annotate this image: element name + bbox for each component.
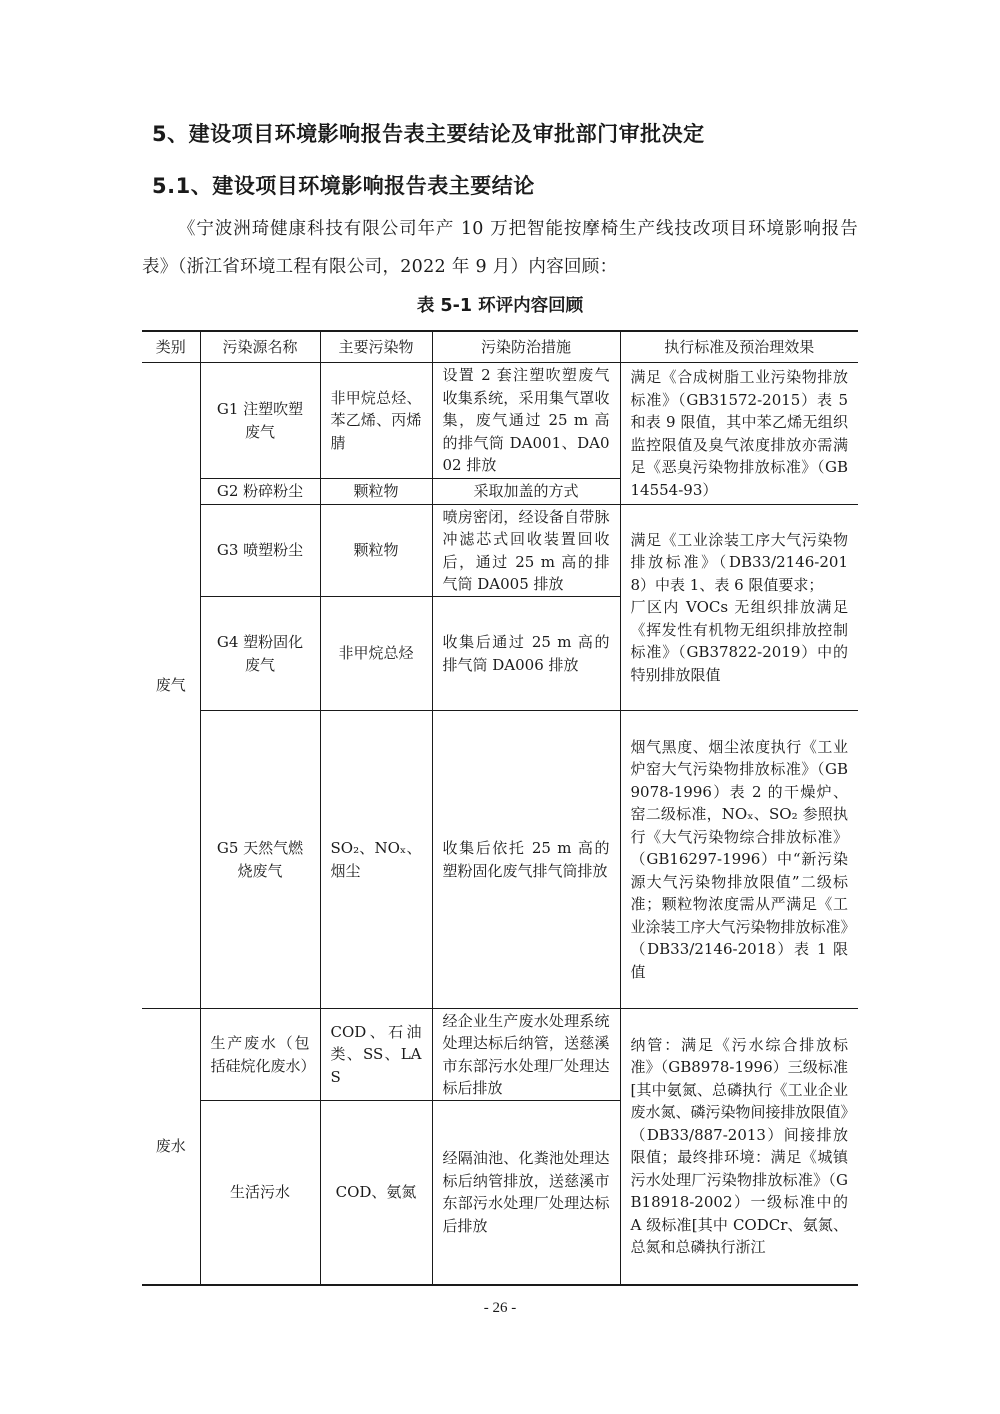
category-cell: 废水 — [142, 1009, 200, 1285]
subsection-heading: 5.1、建设项目环境影响报告表主要结论 — [152, 174, 535, 198]
header-standard: 执行标准及预治理效果 — [620, 331, 858, 363]
pollutant-cell: 颗粒物 — [320, 505, 432, 597]
header-measure: 污染防治措施 — [432, 331, 620, 363]
standard-text: 厂区内 VOCs 无组织排放满足《挥发性有机物无组织排放控制标准》（GB37822-2019）中的特别排放限值 — [630, 598, 848, 684]
source-cell: 生活污水 — [200, 1101, 320, 1285]
table-row — [142, 363, 858, 479]
table-row — [142, 505, 858, 597]
source-cell: G4 塑粉固化废气 — [200, 597, 320, 711]
table-header-row — [142, 331, 858, 363]
pollutant-cell: 非甲烷总烃、苯乙烯、丙烯腈 — [320, 363, 432, 479]
measure-cell: 采取加盖的方式 — [432, 479, 620, 505]
page-number: - 26 - — [483, 1300, 517, 1316]
standard-cell — [620, 505, 858, 711]
source-cell: G5 天然气燃烧废气 — [200, 711, 320, 1009]
table-row — [142, 1009, 858, 1101]
header-category: 类别 — [142, 331, 200, 363]
table-caption: 表 5-1 环评内容回顾 — [416, 296, 584, 316]
source-cell: G2 粉碎粉尘 — [200, 479, 320, 505]
measure-cell: 设置 2 套注塑吹塑废气收集系统，采用集气罩收集，废气通过 25 m 高的排气筒 DA001、DA002 排放 — [432, 363, 620, 479]
pollutant-cell: COD、石油类、SS、LAS — [320, 1009, 432, 1101]
section-heading: 5、建设项目环境影响报告表主要结论及审批部门审批决定 — [152, 122, 705, 146]
source-cell: 生产废水（包括硅烷化废水） — [200, 1009, 320, 1101]
standard-cell: 满足《合成树脂工业污染物排放标准》（GB31572-2015）表 5 和表 9 限值，其中苯乙烯无组织监控限值及臭气浓度排放亦需满足《恶臭污染物排放标准》（GB14554-93） — [620, 363, 858, 505]
measure-cell: 喷房密闭，经设备自带脉冲滤芯式回收装置回收后，通过 25 m 高的排气筒 DA005 排放 — [432, 505, 620, 597]
measure-cell: 收集后通过 25 m 高的排气筒 DA006 排放 — [432, 597, 620, 711]
header-source: 污染源名称 — [200, 331, 320, 363]
standard-text: 满足《工业涂装工序大气污染物排放标准》（DB33/2146-2018）中表 1、表 6 限值要求； — [630, 530, 848, 594]
intro-paragraph: 《宁波洲琦健康科技有限公司年产 10 万把智能按摩椅生产线技改项目环境影响报告表》（浙江省环境工程有限公司，2022 年 9 月）内容回顾： — [142, 219, 858, 277]
pollutant-cell: SO₂、NOₓ、烟尘 — [320, 711, 432, 1009]
table-row — [142, 711, 858, 1009]
measure-cell: 经企业生产废水处理系统处理达标后纳管，送慈溪市东部污水处理厂处理达标后排放 — [432, 1009, 620, 1101]
source-cell: G1 注塑吹塑废气 — [200, 363, 320, 479]
pollutant-cell: 非甲烷总烃 — [320, 597, 432, 711]
source-cell: G3 喷塑粉尘 — [200, 505, 320, 597]
measure-cell: 收集后依托 25 m 高的塑粉固化废气排气筒排放 — [432, 711, 620, 1009]
pollutant-cell: 颗粒物 — [320, 479, 432, 505]
standard-cell: 纳管：满足《污水综合排放标准》（GB8978-1996）三级标准[其中氨氮、总磷执行《工业企业废水氮、磷污染物间接排放限值》（DB33/887-2013）间接排放限值；最终排环境：满足《城镇污水处理厂污染物排放标准》（GB18918-2002）一级标准中的 A 级标准[其中 CODCr、氨氮、总氮和总磷执行浙江 — [620, 1009, 858, 1285]
review-table — [142, 330, 858, 1286]
measure-cell: 经隔油池、化粪池处理达标后纳管排放，送慈溪市东部污水处理厂处理达标后排放 — [432, 1101, 620, 1285]
standard-cell: 烟气黑度、烟尘浓度执行《工业炉窑大气污染物排放标准》（GB9078-1996）表 2 的干燥炉、窑二级标准，NOₓ、SO₂ 参照执行《大气污染物综合排放标准》（GB16297-1996）中“新污染源大气污染物排放限值”二级标准；颗粒物浓度需从严满足《工业涂装工序大气污染物排放标准》（DB33/2146-2018）表 1 限值 — [620, 711, 858, 1009]
category-cell: 废气 — [142, 363, 200, 1009]
header-pollutant: 主要污染物 — [320, 331, 432, 363]
pollutant-cell: COD、氨氮 — [320, 1101, 432, 1285]
